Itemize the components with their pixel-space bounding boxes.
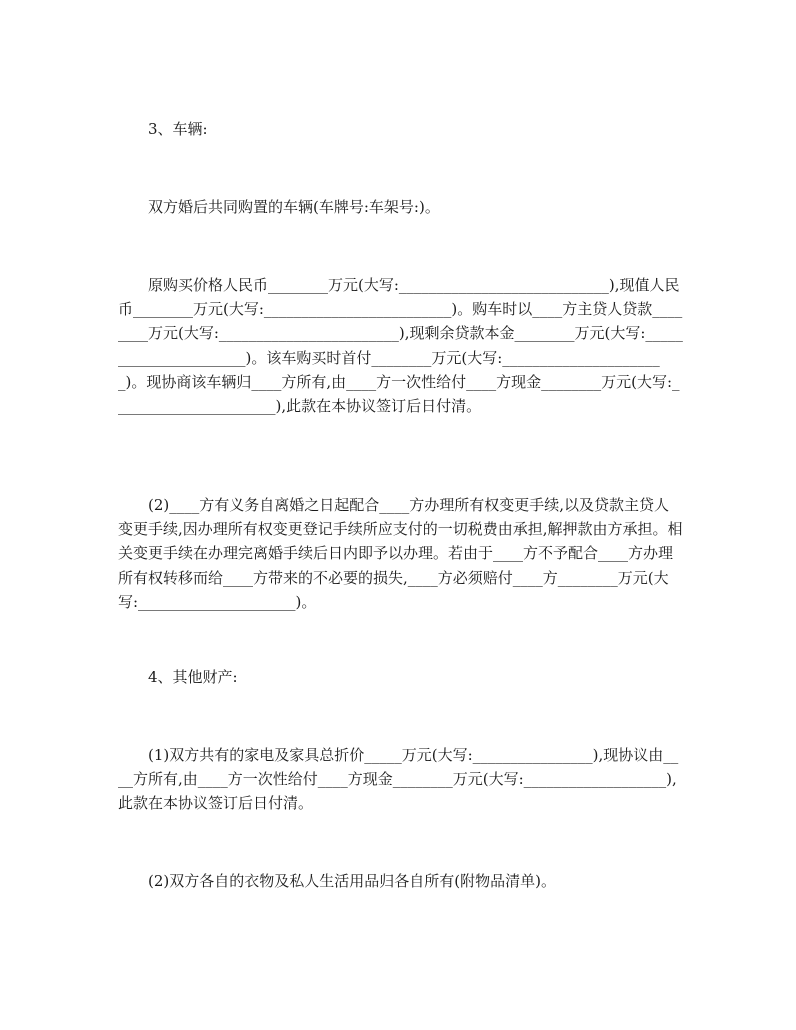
section-4-item-2: (2)双方各自的衣物及私人生活用品归各自所有(附物品清单)。 [148, 872, 556, 890]
section-3-heading: 3、车辆: [148, 120, 208, 138]
section-3-item-2: (2)____方有义务自离婚之日起配合____方办理所有权变更手续,以及贷款主贷人变更手续,因办理所有权变更登记手续所应支付的一切税费由承担,解押款由方承担。相关变更手续在办理完离婚手续后日内即予以办理。若由于____方不予配合____方办理所有权转移而给____方带来的不必要的损失,____方必须赔付____方________万元(大写:_____________________)。 [118, 496, 683, 611]
section-4-item-1: (1)双方共有的家电及家具总折价_____万元(大写:________________),现协议由____方所有,由____方一次性给付____方现金________万元(大写:___________________),此款在本协议签订后日付清。 [118, 746, 679, 813]
section-4-heading: 4、其他财产: [148, 668, 238, 686]
section-3-price-paragraph: 原购买价格人民币________万元(大写:____________________________),现值人民币________万元(大写:_________________________)。购车时以____方主贷人贷款________万元(大写:________________________),现剩余贷款本金________万元(大写:______________________)。该车购买时首付________万元(大写:______________________)。现协商该车辆归____方所有,由____方一次性给付____方现金________万元(大写:______________________),此款在本协议签订后日付清。 [118, 276, 683, 416]
section-3-intro: 双方婚后共同购置的车辆(车牌号:车架号:)。 [148, 198, 440, 216]
